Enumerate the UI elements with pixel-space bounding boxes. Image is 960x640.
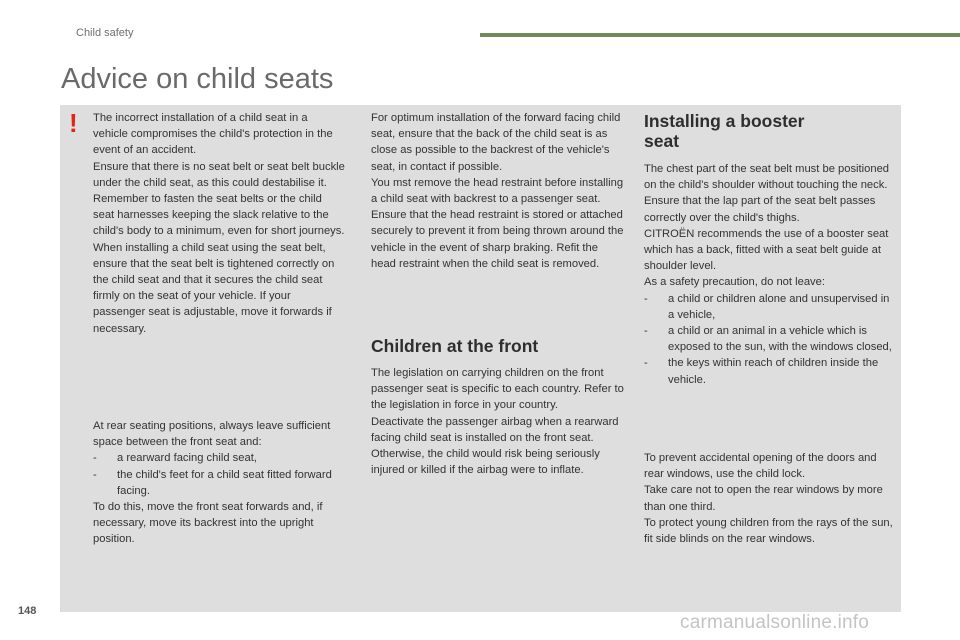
booster-paragraph: CITROËN recommends the use of a booster seat which has a back, fitted with a seat belt guide at shoulder level. — [644, 227, 889, 273]
booster-paragraph: As a safety precaution, do not leave: — [644, 276, 825, 289]
section-label: Child safety — [76, 27, 134, 39]
booster-heading: Installing a booster seat — [644, 111, 805, 151]
warning-paragraph: When installing a child seat using the seat belt, ensure that the seat belt is tightened correctly on the child seat and that it secures the child seat firmly on the seat of your vehicle. If your passenger seat is adjustable, move it forwards if necessary. — [93, 241, 335, 335]
forward-seat-text — [371, 110, 625, 272]
booster-paragraph: The chest part of the seat belt must be positioned on the child's shoulder without touching the neck. — [644, 163, 890, 192]
children-front-heading: Children at the front — [371, 336, 539, 356]
rear-intro: At rear seating positions, always leave sufficient space between the front seat and: — [93, 420, 331, 449]
warning-paragraph: Ensure that there is no seat belt or seat belt buckle under the child seat, as this could destabilise it. — [93, 160, 345, 189]
children-front-section — [371, 336, 625, 478]
child-lock-text — [644, 450, 898, 547]
booster-section — [644, 111, 898, 388]
list-item: - a rearward facing child seat, — [93, 452, 257, 465]
forward-paragraph: For optimum installation of the forward facing child seat, ensure that the back of the child seat is as close as possible to the backrest of the vehicle's seat, in contact if possible. — [371, 112, 621, 173]
exclamation-icon: ! — [69, 108, 78, 138]
doors-paragraph: To prevent accidental opening of the doors and rear windows, use the child lock. — [644, 452, 877, 481]
rear-seating-text — [93, 418, 345, 548]
page-number: 148 — [18, 605, 37, 617]
warning-paragraph: Remember to fasten the seat belts or the child seat harnesses keeping the slack relative to the child's body to a minimum, even for short journeys. — [93, 193, 345, 238]
rear-outro: To do this, move the front seat forwards and, if necessary, move its backrest into the upright position. — [93, 501, 323, 546]
page-title: Advice on child seats — [61, 63, 334, 95]
doors-paragraph: Take care not to open the rear windows by more than one third. — [644, 484, 883, 513]
doors-paragraph: To protect young children from the rays of the sun, fit side blinds on the rear windows. — [644, 516, 893, 546]
rear-list — [93, 450, 345, 499]
list-item: - the child's feet for a child seat fitted forward facing. — [93, 468, 332, 497]
warning-text — [93, 110, 345, 337]
forward-paragraph: You mst remove the head restraint before installing a child seat with backrest to a passenger seat. — [371, 176, 624, 206]
booster-list — [644, 291, 898, 388]
front-paragraph: Otherwise, the child would risk being seriously injured or killed if the airbag were to inflate. — [371, 448, 600, 477]
header-bar — [480, 33, 960, 37]
front-paragraph: The legislation on carrying children on the front passenger seat is specific to each country. Refer to the legislation in force in your country. — [371, 367, 624, 412]
list-item: - a child or an animal in a vehicle which is exposed to the sun, with the windows closed, — [644, 325, 892, 354]
booster-paragraph: Ensure that the lap part of the seat belt passes correctly over the child's thighs. — [644, 195, 876, 224]
watermark: carmanualsonline.info — [680, 612, 870, 633]
forward-paragraph: Ensure that the head restraint is stored or attached securely to prevent it from being thrown around the vehicle in the event of sharp braking. Refit the head restraint when the child seat is removed. — [371, 209, 624, 270]
list-item: - the keys within reach of children inside the vehicle. — [644, 357, 879, 386]
list-item: - a child or children alone and unsupervised in a vehicle, — [644, 292, 890, 321]
warning-paragraph: The incorrect installation of a child seat in a vehicle compromises the child's protection in the event of an accident. — [93, 112, 333, 157]
front-paragraph: Deactivate the passenger airbag when a rearward facing child seat is installed on the front seat. — [371, 415, 619, 444]
